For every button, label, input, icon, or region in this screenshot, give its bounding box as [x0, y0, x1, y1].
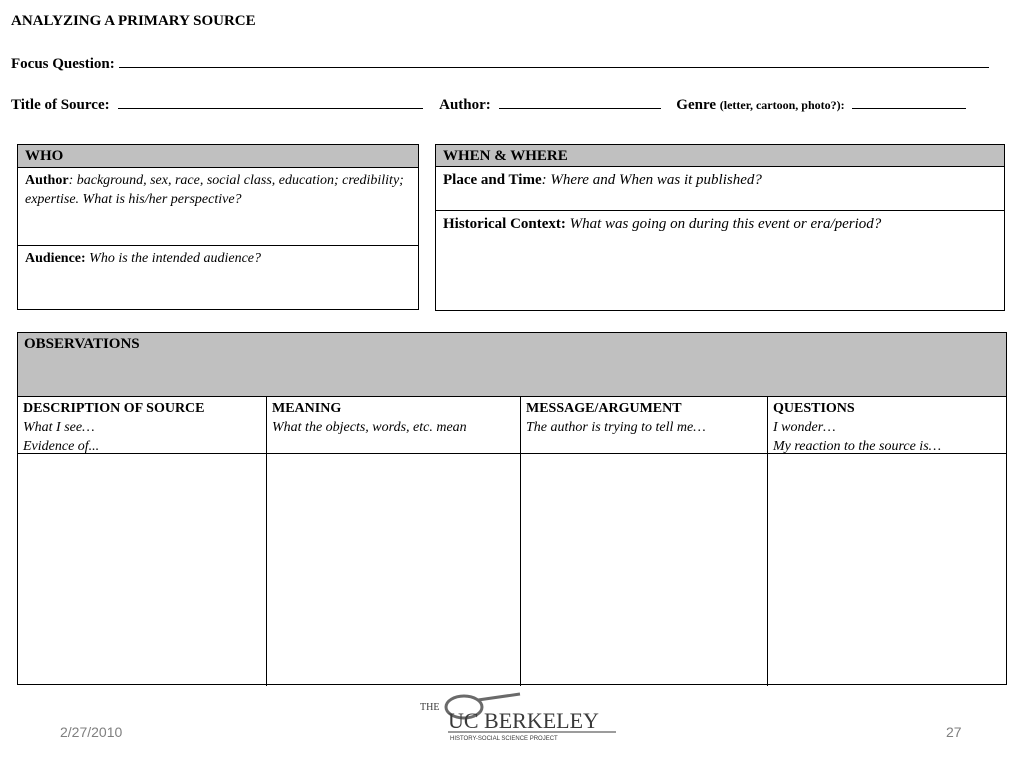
logo-the: THE	[420, 702, 440, 713]
historical-context-label: Historical Context:	[443, 216, 566, 232]
column-description-header	[18, 397, 266, 454]
column-questions-line2: My reaction to the source is…	[773, 439, 942, 454]
focus-question-row	[11, 54, 989, 73]
column-description-line2: Evidence of...	[23, 439, 100, 454]
column-questions-answer[interactable]	[768, 454, 1006, 684]
magnifier-handle	[478, 694, 520, 700]
audience-prompt: Who is the intended audience?	[85, 251, 262, 266]
column-meaning-answer[interactable]	[267, 454, 520, 684]
column-meaning-line1: What the objects, words, etc. mean	[272, 420, 467, 435]
column-description-line1: What I see…	[23, 420, 95, 435]
column-questions-header	[768, 397, 1006, 454]
historical-context-prompt: What was going on during this event or era/period?	[565, 216, 882, 232]
page-title: ANALYZING A PRIMARY SOURCE	[11, 13, 256, 29]
column-message	[520, 397, 767, 686]
column-description-title: DESCRIPTION OF SOURCE	[23, 401, 205, 416]
logo-sub: HISTORY-SOCIAL SCIENCE PROJECT	[450, 736, 558, 742]
author-cell[interactable]	[18, 168, 418, 245]
audience-cell[interactable]	[18, 245, 418, 309]
who-heading: WHO	[18, 145, 418, 168]
author-prompt: : background, sex, race, social class, education; credibility; expertise. What is his/her perspective?	[25, 173, 404, 207]
focus-question-blank[interactable]	[119, 54, 989, 68]
when-where-heading: WHEN & WHERE	[436, 145, 1004, 167]
column-meaning-header	[267, 397, 520, 454]
column-message-title: MESSAGE/ARGUMENT	[526, 401, 682, 416]
uc-berkeley-logo-graphic	[420, 692, 620, 744]
historical-context-cell[interactable]	[436, 210, 1004, 310]
genre-hint: (letter, cartoon, photo?):	[719, 98, 845, 112]
observations-table	[17, 332, 1007, 685]
who-box	[17, 144, 419, 310]
logo-name: UC BERKELEY	[448, 708, 599, 733]
place-time-cell[interactable]	[436, 167, 1004, 210]
column-questions-line1: I wonder…	[773, 420, 836, 435]
column-questions	[767, 397, 1006, 686]
column-message-line1: The author is trying to tell me…	[526, 420, 706, 435]
author-field-label: Author	[25, 173, 69, 188]
column-message-header	[521, 397, 767, 454]
author-blank[interactable]	[499, 95, 661, 109]
column-questions-title: QUESTIONS	[773, 401, 855, 416]
place-time-prompt: : Where and When was it published?	[541, 172, 762, 188]
source-info-row	[11, 95, 966, 114]
footer-date: 2/27/2010	[60, 724, 123, 740]
source-title-label: Title of Source:	[11, 97, 110, 113]
audience-field-label: Audience:	[25, 251, 86, 266]
author-label: Author:	[439, 97, 491, 113]
place-time-label: Place and Time	[443, 172, 542, 188]
column-meaning-title: MEANING	[272, 401, 342, 416]
source-title-blank[interactable]	[118, 95, 423, 109]
column-description	[18, 397, 266, 686]
genre-blank[interactable]	[852, 95, 966, 109]
uc-berkeley-logo	[420, 692, 620, 744]
focus-question-label: Focus Question:	[11, 56, 115, 72]
column-meaning	[266, 397, 520, 686]
page-number: 27	[946, 724, 962, 740]
column-description-answer[interactable]	[18, 454, 266, 684]
observations-heading: OBSERVATIONS	[18, 333, 1006, 397]
genre-label: Genre	[676, 97, 716, 113]
column-message-answer[interactable]	[521, 454, 767, 684]
when-where-box	[435, 144, 1005, 311]
